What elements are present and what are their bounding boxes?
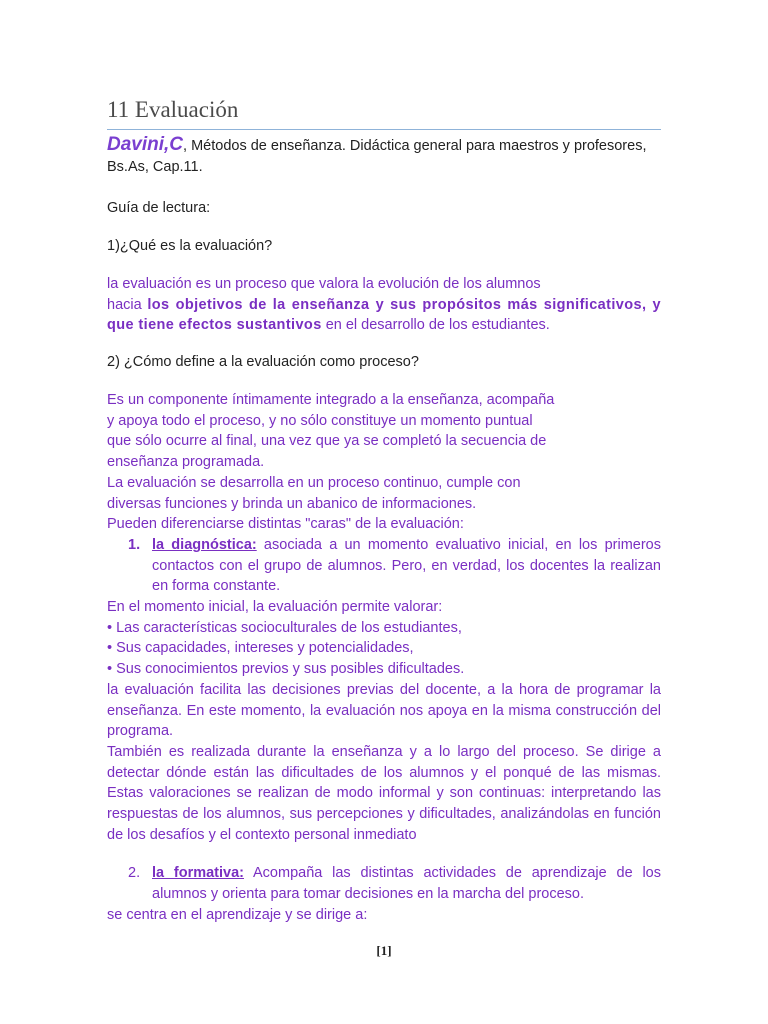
page-number: [1] — [376, 943, 392, 958]
section-heading: 11 Evaluación — [107, 97, 661, 130]
answer-2 — [107, 390, 667, 535]
reference-text: , Métodos de enseñanza. Didáctica general para maestros y profesores, Bs.As, Cap.11. — [107, 138, 647, 175]
answer-1-bold-2: , y que tiene efectos sustantivos — [107, 296, 661, 334]
answer-2-line: enseñanza programada. — [107, 454, 265, 471]
list-number: 1. — [128, 537, 141, 553]
list-item-body: asociada a un momento evaluativo inicial, en los primeros contactos con el grupo de alumnos. Pero, en verdad, los docentes la realizan en forma constante. — [152, 537, 661, 595]
list-number: 2. — [128, 865, 141, 881]
answer-2-line: que sólo ocurre al final, una vez que ya se completó la secuencia de — [107, 433, 547, 450]
closing-line: se centra en el aprendizaje y se dirige a: — [107, 907, 368, 923]
answer-1 — [107, 274, 667, 336]
answer-2-line: Pueden diferenciarse distintas "caras" de la evaluación: — [107, 516, 464, 533]
list-item-diagnostica — [107, 535, 661, 597]
guide-label: Guía de lectura: — [107, 200, 211, 216]
answer-1-suffix: en el desarrollo de los estudiantes. — [321, 317, 550, 334]
list-item-title: la formativa: — [152, 865, 244, 881]
answer-2-line: diversas funciones y brinda un abanico de informaciones. — [107, 495, 477, 512]
answer-1-bold: los objetivos de la enseñanza y sus propósitos más significativos — [147, 296, 642, 313]
bullet-item: • Sus conocimientos previos y sus posibles dificultades. — [107, 661, 465, 678]
bullet-item: • Sus capacidades, intereses y potencialidades, — [107, 640, 414, 657]
list-item-formativa — [107, 863, 661, 904]
list-item-text — [152, 535, 661, 597]
answer-1-prefix: hacia — [107, 296, 148, 313]
question-1: 1)¿Qué es la evaluación? — [107, 238, 273, 254]
author-name: Davini,C — [107, 134, 184, 155]
diagnostic-paragraph-2: También es realizada durante la enseñanza y a lo largo del proceso. Se dirige a detectar dónde están las dificultades de los alumnos y el ponqué de las mismas. Estas valoraciones se realizan de modo informal y son continuas: interpretando las respuestas de los alumnos, sus percepciones y dificultades, analizándolas en función de los desafíos y el contexto personal inmediato — [107, 743, 661, 843]
question-2: 2) ¿Cómo define a la evaluación como proceso? — [107, 354, 419, 370]
answer-1-line-1: la evaluación es un proceso que valora la evolución de los alumnos — [107, 276, 541, 292]
answer-2-line: y apoya todo el proceso, y no sólo constituye un momento puntual — [107, 412, 533, 429]
bullet-item: • Las características socioculturales de los estudiantes, — [107, 619, 462, 636]
diagnostic-intro: En el momento inicial, la evaluación permite valorar: — [107, 599, 443, 615]
bibliographic-reference — [107, 134, 667, 178]
list-item-body: Acompaña las distintas actividades de aprendizaje de los alumnos y orienta para tomar decisiones en la marcha del proceso. — [152, 865, 661, 902]
answer-2-line: Es un componente íntimamente integrado a la enseñanza, acompaña — [107, 392, 555, 408]
diagnostic-details — [107, 597, 661, 845]
diagnostic-paragraph-1: la evaluación facilita las decisiones previas del docente, a la hora de programar la enseñanza. En este momento, la evaluación nos apoya en la misma construcción del programa. — [107, 681, 661, 740]
answer-1-line-2 — [107, 295, 661, 336]
list-item-title: la diagnóstica: — [152, 537, 257, 553]
list-item-text — [152, 863, 661, 904]
answer-2-line: La evaluación se desarrolla en un proceso continuo, cumple con — [107, 474, 521, 491]
